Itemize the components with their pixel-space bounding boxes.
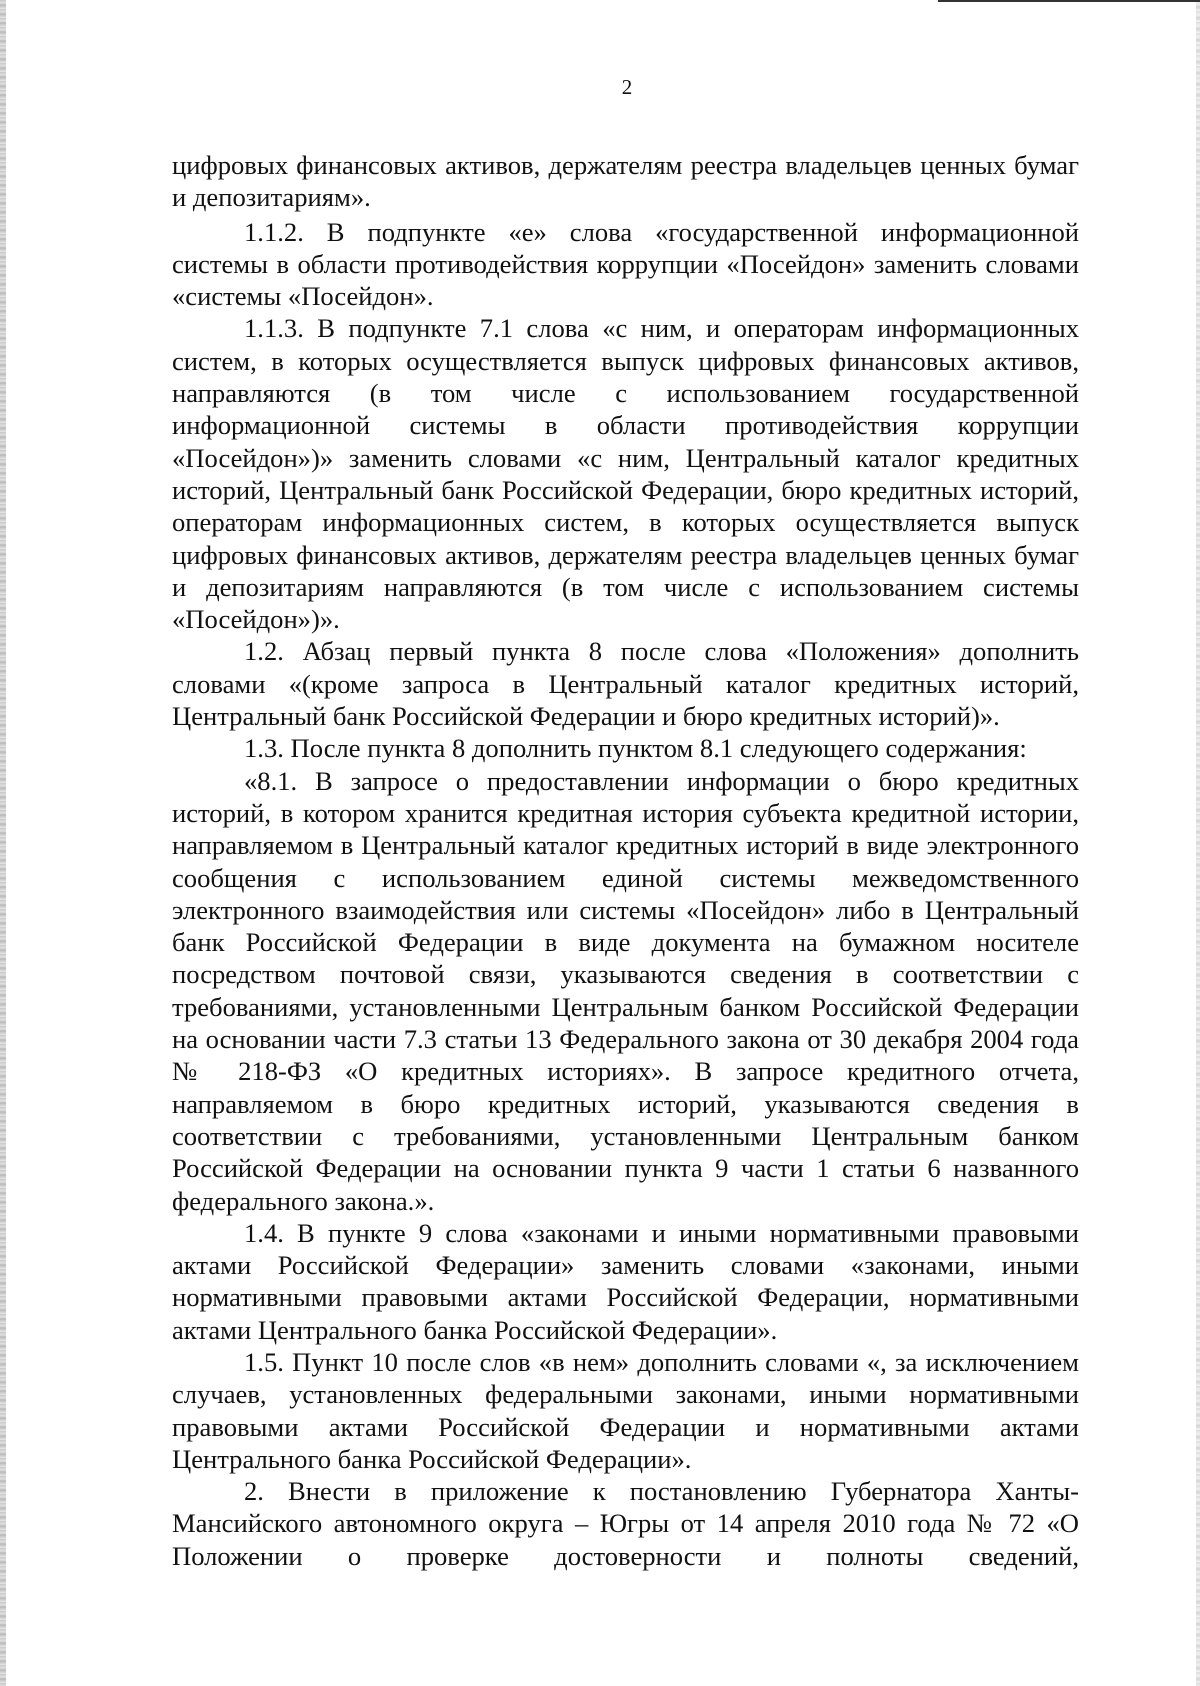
document-body: [172, 149, 1079, 1572]
page-number: 2: [621, 75, 633, 99]
paragraph-continuation: цифровых финансовых активов, держателям реестра владельцев ценных бумаг и депозитариям».: [172, 150, 1079, 213]
scan-edge-left: [0, 0, 6, 1686]
scan-edge-right: [1196, 0, 1200, 1686]
top-rule: [938, 0, 1200, 2]
paragraph-1-1-3: 1.1.3. В подпункте 7.1 слова «с ним, и операторам информационных систем, в которых осуществляется выпуск цифровых финансовых активов, направляются (в том числе с использованием государственной информационной системы в области противодействия коррупции «Посейдон»)» заменить словами «с ним, Центральный каталог кредитных историй, Центральный банк Российской Федерации, бюро кредитных историй, операторам информационных систем, в которых осуществляется выпуск цифровых финансовых активов, держателям реестра владельцев ценных бумаг и депозитариям направляются (в том числе с использованием системы «Посейдон»)».: [172, 313, 1079, 635]
paragraph-2: 2. Внести в приложение к постановлению Губернатора Ханты-Мансийского автономного округа – Югры от 14 апреля 2010 года № 72 «О Положении о проверке достоверности и полноты сведений,: [172, 1476, 1079, 1571]
paragraph-1-5: 1.5. Пункт 10 после слов «в нем» дополнить словами «, за исключением случаев, установленных федеральными законами, иными нормативными правовыми актами Российской Федерации и нормативными актами Центрального банка Российской Федерации».: [172, 1346, 1079, 1474]
paragraph-1-4: 1.4. В пункте 9 слова «законами и иными нормативными правовыми актами Российской Федерации» заменить словами «законами, иными нормативными правовыми актами Российской Федерации, нормативными актами Центрального банка Российской Федерации».: [172, 1217, 1079, 1345]
paragraph-1-1-2: 1.1.2. В подпункте «е» слова «государственной информационной системы в области противодействия коррупции «Посейдон» заменить словами «системы «Посейдон».: [172, 216, 1079, 312]
paragraph-1-2: 1.2. Абзац первый пункта 8 после слова «Положения» дополнить словами «(кроме запроса в Центральный каталог кредитных историй, Центральный банк Российской Федерации и бюро кредитных историй)».: [172, 636, 1079, 732]
paragraph-8-1: «8.1. В запросе о предоставлении информации о бюро кредитных историй, в котором хранится кредитная история субъекта кредитной истории, направляемом в Центральный каталог кредитных историй в виде электронного сообщения с использованием единой системы межведомственного электронного взаимодействия или системы «Посейдон» либо в Центральный банк Российской Федерации в виде документа на бумажном носителе посредством почтовой связи, указываются сведения в соответствии с требованиями, установленными Центральным банком Российской Федерации на основании части 7.3 статьи 13 Федерального закона от 30 декабря 2004 года № 218-ФЗ «О кредитных историях». В запросе кредитного отчета, направляемом в бюро кредитных историй, указываются сведения в соответствии с требованиями, установленными Центральным банком Российской Федерации на основании пункта 9 части 1 статьи 6 названного федерального закона.».: [172, 765, 1079, 1216]
paragraph-1-3: 1.3. После пункта 8 дополнить пунктом 8.1 следующего содержания:: [244, 733, 1027, 764]
